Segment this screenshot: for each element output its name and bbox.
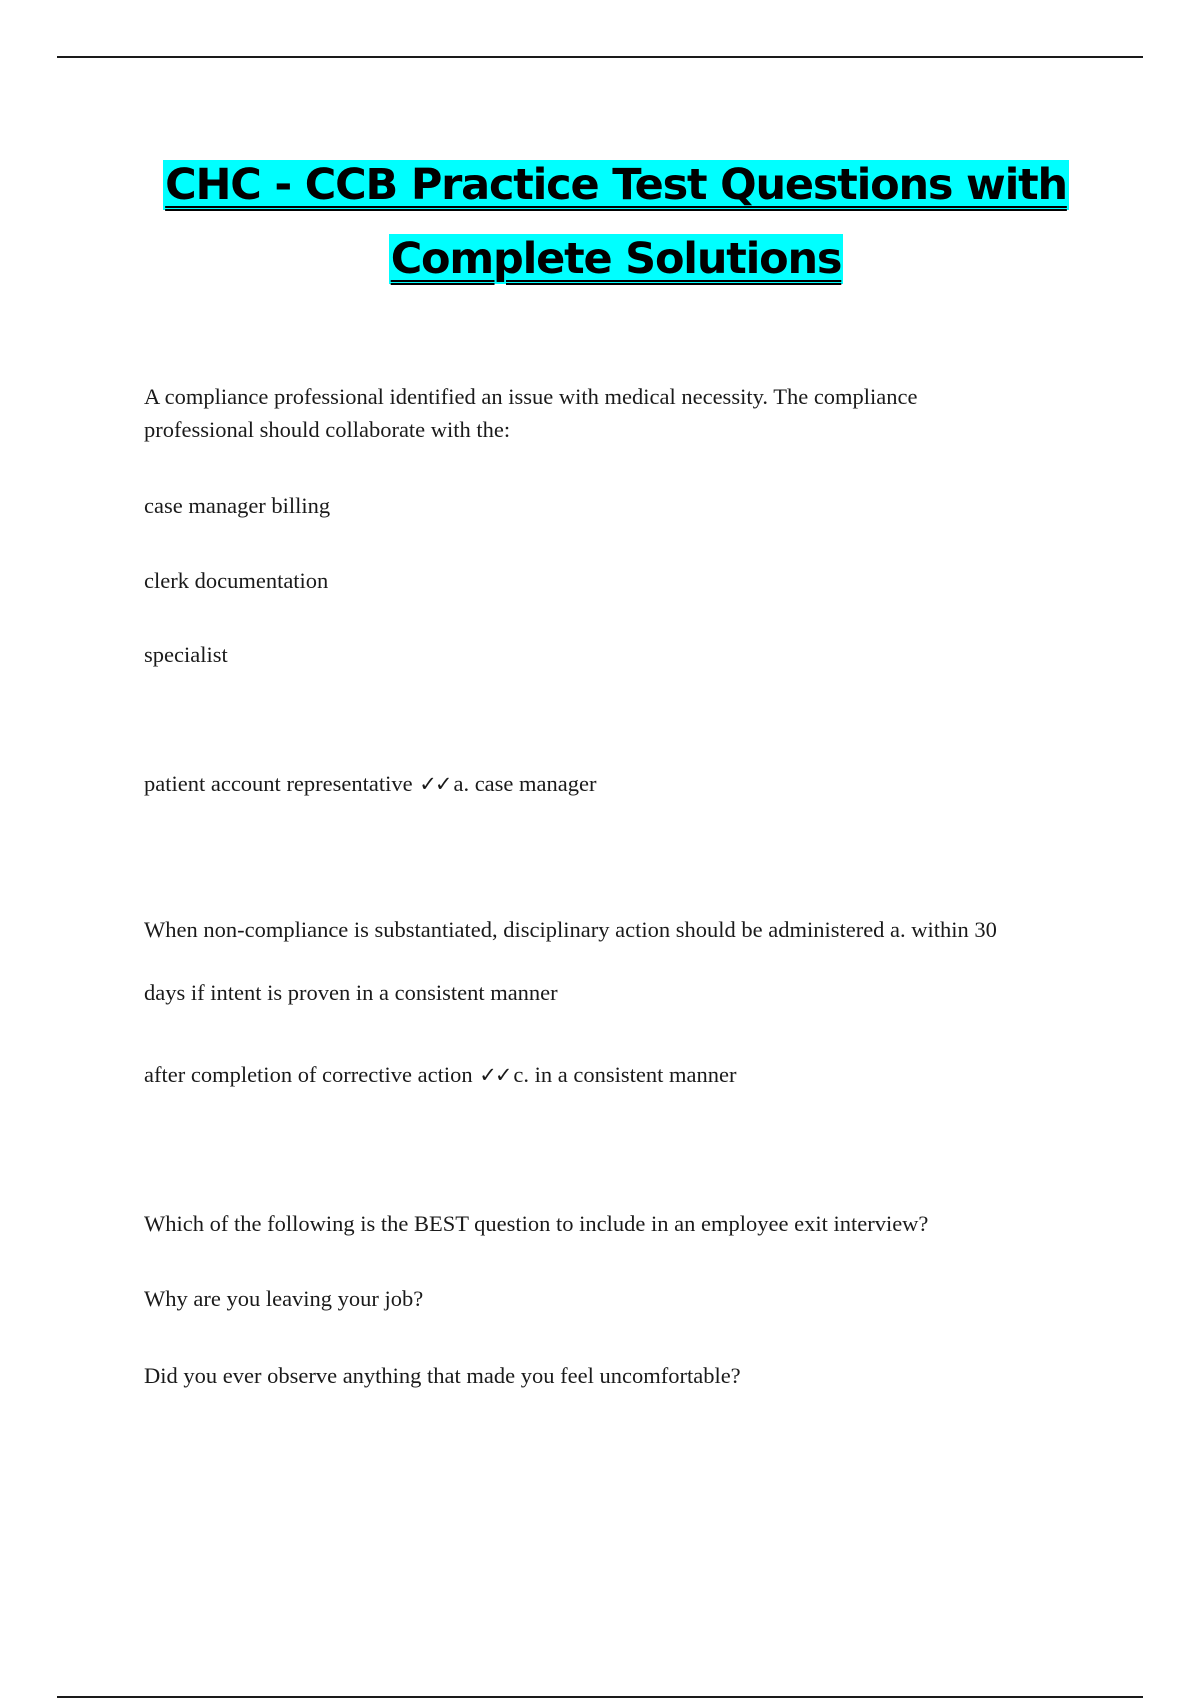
question-3-option-line: Did you ever observe anything that made you feel uncomfortable? [144,1363,741,1388]
question-1-option-line: case manager billing [144,493,331,518]
question-3-prompt: Which of the following is the BEST question to include in an employee exit interview? [144,1211,929,1236]
header-rule [57,56,1143,58]
question-2-answer-lead: after completion of corrective action [144,1062,479,1087]
question-2-option-line: days if intent is proven in a consistent manner [144,980,558,1005]
question-2-answer: c. in a consistent manner [513,1062,737,1087]
question-2-answer-line [144,1058,736,1092]
question-1-option-line: clerk documentation [144,568,329,593]
double-check-icon: ✓✓ [479,1063,511,1087]
question-1-answer-line [144,767,596,801]
question-3-option-line: Why are you leaving your job? [144,1286,424,1311]
question-2-prompt: When non-compliance is substantiated, disciplinary action should be administered a. within 30 [144,917,997,942]
document-title [0,148,1200,296]
title-line-1: CHC - CCB Practice Test Questions with [165,160,1067,210]
question-1-option-line: specialist [144,642,228,667]
double-check-icon: ✓✓ [419,772,451,796]
question-1-prompt: A compliance professional identified an issue with medical necessity. The compliance professional should collaborate with the: [144,384,918,442]
title-line-2: Complete Solutions [390,234,842,284]
question-1-answer-lead: patient account representative [144,771,419,796]
footer-rule [57,1696,1143,1698]
question-1-answer: a. case manager [453,771,597,796]
